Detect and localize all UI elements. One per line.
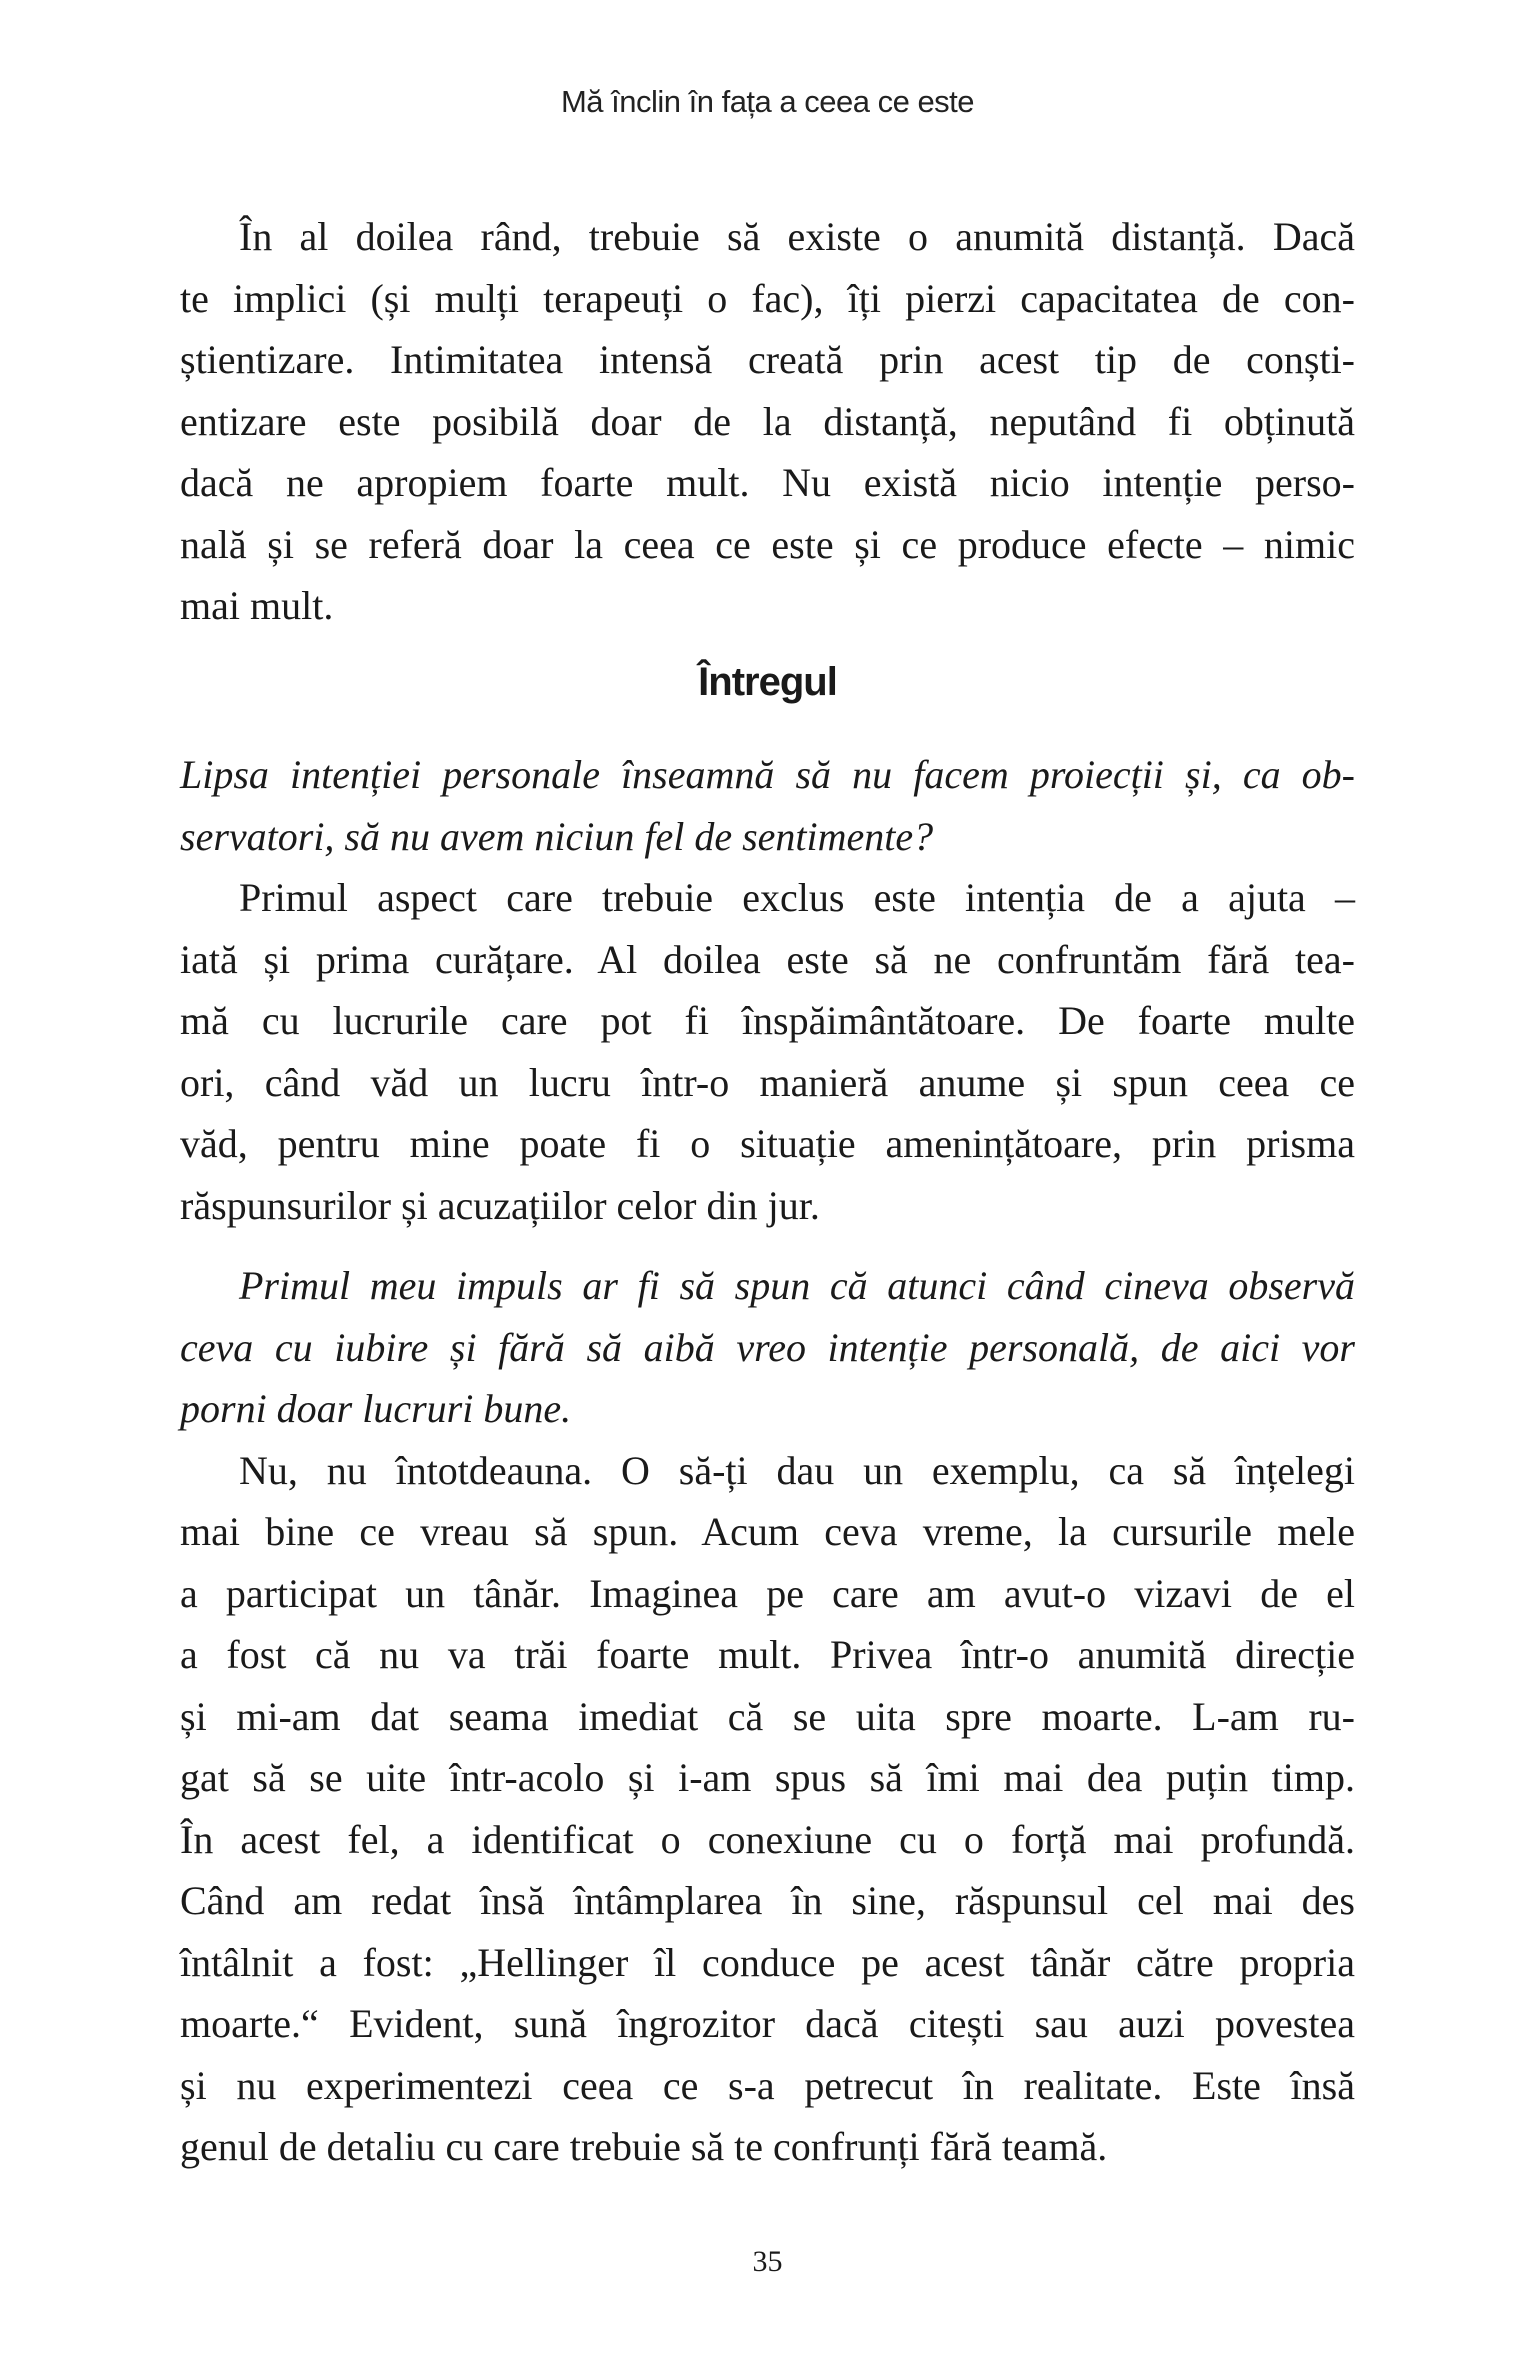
text-line: gat să se uite într-acolo și i-am spus să îmi mai dea puțin timp. bbox=[180, 1755, 1355, 1800]
text-line: răspunsurilor și acuzațiilor celor din jur. bbox=[180, 1182, 820, 1228]
text-line: În al doilea rând, trebuie să existe o anumită distanță. Dacă bbox=[239, 214, 1355, 259]
question-and-answer-block bbox=[180, 1255, 1355, 2178]
text-line: mai mult. bbox=[180, 583, 334, 628]
running-head: Mă înclin în fața a ceea ce este bbox=[560, 84, 975, 119]
text-line: văd, pentru mine poate fi o situație amenințătoare, prin prisma bbox=[180, 1121, 1355, 1166]
text-line: Lipsa intenției personale înseamnă să nu facem proiecții și, ca ob- bbox=[180, 752, 1355, 797]
text-line: Nu, nu întotdeauna. O să-ți dau un exemplu, ca să înțelegi bbox=[239, 1447, 1355, 1493]
text-line: știentizare. Intimitatea intensă creată prin acest tip de conști- bbox=[180, 337, 1355, 382]
text-line: Primul aspect care trebuie exclus este intenția de a ajuta – bbox=[239, 875, 1355, 920]
paragraph-distance bbox=[180, 206, 1355, 637]
text-line: ori, când văd un lucru într-o manieră anume și spun ceea ce bbox=[180, 1059, 1355, 1105]
text-line: moarte.“ Evident, sună îngrozitor dacă citești sau auzi povestea bbox=[180, 2001, 1355, 2046]
text-line: dacă ne apropiem foarte mult. Nu există nicio intenție perso- bbox=[180, 460, 1355, 505]
body-paragraph bbox=[180, 206, 1355, 637]
text-line: întâlnit a fost: „Hellinger îl conduce pe acest tânăr către propria bbox=[180, 1939, 1355, 1985]
text-line: Primul meu impuls ar fi să spun că atunci când cineva observă bbox=[239, 1263, 1355, 1308]
text-line: servatori, să nu avem niciun fel de sentimente? bbox=[180, 813, 934, 859]
body-paragraph bbox=[180, 1440, 1355, 2178]
text-line: Când am redat însă întâmplarea în sine, răspunsul cel mai des bbox=[180, 1878, 1355, 1923]
text-line: mai bine ce vreau să spun. Acum ceva vreme, la cursurile mele bbox=[180, 1509, 1355, 1554]
section-heading: Întregul bbox=[698, 660, 837, 704]
question-and-answer-block bbox=[180, 744, 1355, 1236]
text-line: ceva cu iubire și fără să aibă vreo intenție personală, de aici vor bbox=[180, 1324, 1355, 1370]
text-line: porni doar lucruri bune. bbox=[180, 1386, 572, 1431]
question-paragraph bbox=[180, 1255, 1355, 1440]
text-line: iată și prima curățare. Al doilea este să ne confruntăm fără tea- bbox=[180, 936, 1355, 982]
text-line: entizare este posibilă doar de la distanță, neputând fi obținută bbox=[180, 398, 1355, 444]
text-line: nală și se referă doar la ceea ce este și ce produce efecte – nimic bbox=[180, 521, 1355, 567]
text-line: În acest fel, a identificat o conexiune cu o forță mai profundă. bbox=[180, 1816, 1355, 1862]
text-line: mă cu lucrurile care pot fi înspăimântătoare. De foarte multe bbox=[180, 998, 1355, 1043]
text-line: și nu experimentezi ceea ce s-a petrecut în realitate. Este însă bbox=[180, 2062, 1355, 2108]
text-line: a fost că nu va trăi foarte mult. Privea într-o anumită direcție bbox=[180, 1632, 1355, 1677]
body-paragraph bbox=[180, 867, 1355, 1236]
text-line: a participat un tânăr. Imaginea pe care am avut-o vizavi de el bbox=[180, 1570, 1355, 1616]
question-paragraph bbox=[180, 744, 1355, 867]
page-number: 35 bbox=[752, 2245, 783, 2278]
text-line: genul de detaliu cu care trebuie să te confrunți fără teamă. bbox=[180, 2124, 1108, 2169]
text-line: și mi-am dat seama imediat că se uita spre moarte. L-am ru- bbox=[180, 1693, 1355, 1739]
text-line: te implici (și mulți terapeuți o fac), îți pierzi capacitatea de con- bbox=[180, 275, 1355, 321]
